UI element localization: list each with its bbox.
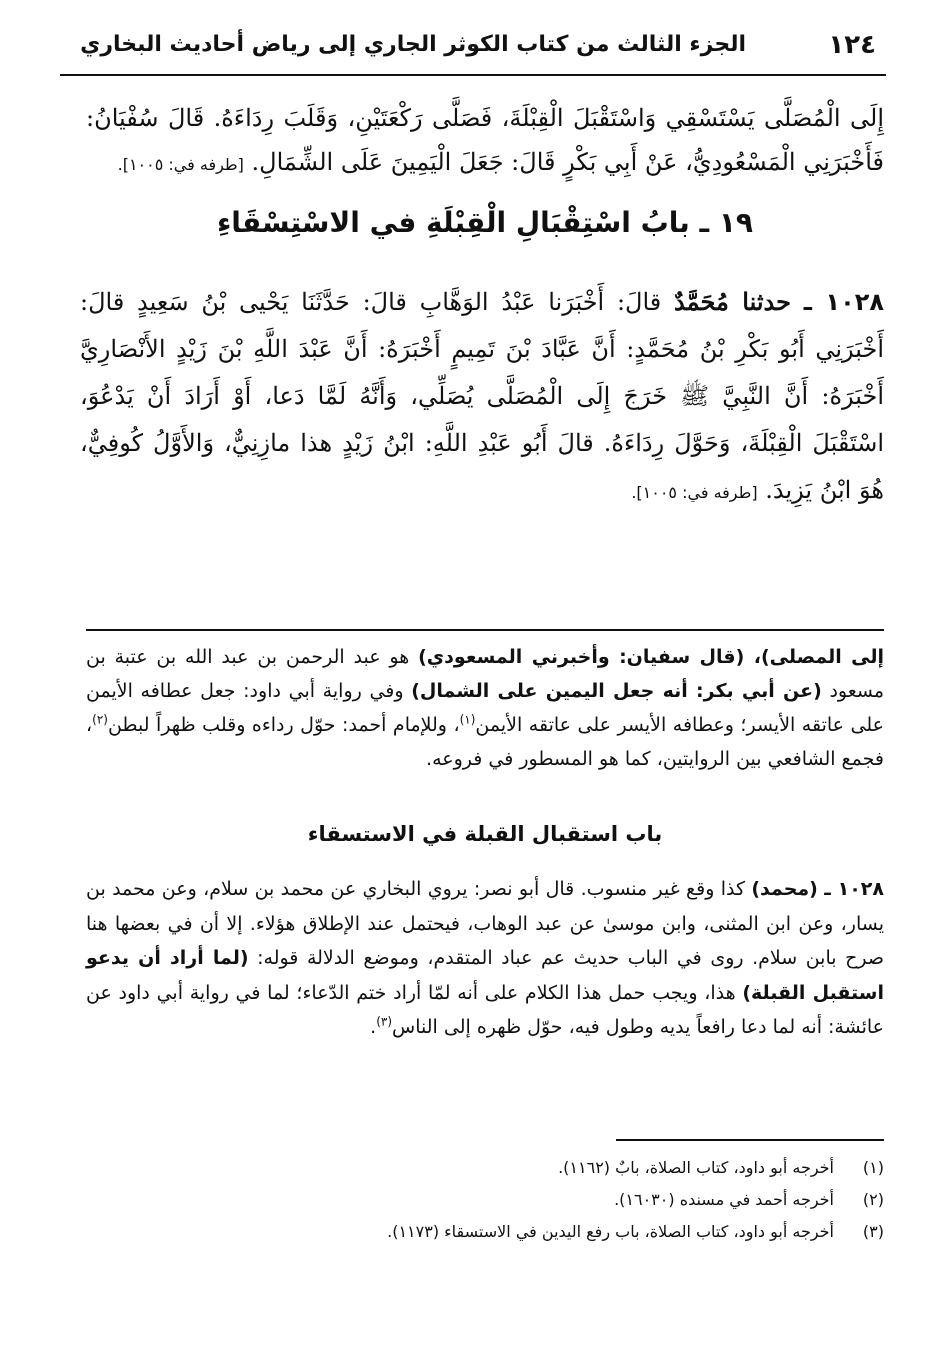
footnote-marker: (٣) [862, 1222, 884, 1241]
footnotes [124, 1152, 884, 1248]
page-number: ١٢٤ [828, 30, 876, 60]
cross-reference: [طرفه في: ١٠٠٥]. [631, 483, 758, 502]
commentary-paragraph-2 [86, 872, 884, 1045]
running-header-title: الجزء الثالث من كتاب الكوثر الجاري إلى رياض أحاديث البخاري [80, 32, 746, 57]
footnote-ref[interactable]: (٢) [92, 712, 108, 727]
cross-reference: [طرفه في: ١٠٠٥]. [117, 155, 244, 174]
footnote-ref[interactable]: (٣) [376, 1014, 393, 1029]
footnote-marker: (١) [862, 1158, 884, 1177]
commentary-text: وفي رواية أبي داود: جعل عطافه الأيمن على عاتقه الأيسر؛ وعطافه الأيسر على عاتقه الأيمن [86, 680, 884, 736]
footnote-item [124, 1152, 884, 1184]
hadith-body: قالَ: أَخْبَرَنا عَبْدُ الوَهَّابِ قالَ: حَدَّثَنَا يَحْيى بْنُ سَعِيدٍ قالَ: أَخْبَرَنِي أَبُو بَكْرِ بْنُ مُحَمَّدٍ: أَنَّ عَبَّادَ بْنَ تَمِيمٍ أَخْبَرَهُ: أَنَّ عَبْدَ اللَّهِ بْنَ زَيْدٍ الأَنْصَارِيَّ أَخْبَرَهُ: أَنَّ النَّبِيَّ ﷺ خَرَجَ إِلَى الْمُصَلَّى يُصَلِّي، وَأَنَّهُ لَمَّا دَعا، أَوْ أَرَادَ أَنْ يَدْعُوَ، اسْتَقْبَلَ الْقِبْلَةَ، وَحَوَّلَ رِدَاءَهُ. قالَ أَبُو عَبْدِ اللَّهِ: ابْنُ زَيْدٍ هذا مازِنِيٌّ، وَالأَوَّلُ كُوفِيٌّ، هُوَ ابْنُ يَزِيدَ. [80, 288, 885, 504]
footnote-item [124, 1184, 884, 1216]
footnote-item [124, 1216, 884, 1248]
running-header [60, 30, 886, 76]
commentary-text: . [370, 1016, 377, 1038]
commentary-text: هو عبد الرحمن بن عبد الله بن عتبة بن مسعود [86, 646, 885, 702]
hadith-lead: حدثنا مُحَمَّدٌ [674, 287, 791, 316]
footnote-text: أخرجه أحمد في مسنده (١٦٠٣٠). [614, 1190, 834, 1209]
footnote-text: أخرجه أبو داود، كتاب الصلاة، باب رفع اليدين في الاستسقاء (١١٧٣). [387, 1222, 834, 1241]
footnote-text: أخرجه أبو داود، كتاب الصلاة، بابٌ (١١٦٢). [558, 1158, 834, 1177]
commentary-bold-phrase: (عن أبي بكر: أنه جعل اليمين على الشمال) [411, 680, 822, 702]
commentary-text: هذا، ويجب حمل هذا الكلام على أنه لمّا أراد ختم الدّعاء؛ لما في رواية أبي داود عن عائشة: أنه لما دعا رافعاً يديه وطول فيه، حوّل ظهره إلى الناس [86, 981, 884, 1038]
commentary-bold-phrase: إلى المصلى)، (قال سفيان: وأخبرني المسعودي) [418, 646, 885, 668]
commentary-text: ، وللإمام أحمد: حوّل رداءه وقلب ظهراً لبطن [107, 714, 460, 736]
commentary-bold-phrase: (محمد) [751, 878, 818, 900]
hadith-1028 [80, 278, 884, 516]
commentary-chapter-heading: باب استقبال القبلة في الاستسقاء [307, 822, 663, 846]
continued-hadith-body: إِلَى الْمُصَلَّى يَسْتَسْقِي وَاسْتَقْبَلَ الْقِبْلَةَ، فَصَلَّى رَكْعَتَيْنِ، وَقَلَبَ رِدَاءَهُ. قَالَ سُفْيَانُ: فَأَخْبَرَنِي الْمَسْعُودِيُّ، عَنْ أَبِي بَكْرٍ قَالَ: جَعَلَ الْيَمِينَ عَلَى الشِّمَالِ. [86, 104, 884, 176]
commentary-number: ١٠٢٨ ـ [824, 878, 884, 900]
chapter-title: ١٩ ـ بابُ اسْتِقْبَالِ الْقِبْلَةِ في الاسْتِسْقَاءِ [216, 206, 753, 239]
footnote-ref[interactable]: (١) [459, 712, 476, 727]
hadith-number: ١٠٢٨ ـ [803, 288, 885, 316]
commentary-paragraph-1 [86, 640, 884, 776]
commentary-divider [86, 629, 884, 631]
header-rule [60, 74, 886, 76]
footnote-marker: (٢) [862, 1190, 884, 1209]
continued-hadith-text [86, 96, 884, 187]
commentary-bold-phrase: (لما أراد أن يدعو استقبل القبلة) [86, 947, 884, 1004]
commentary-text: كذا وقع غير منسوب. قال أبو نصر: يروي البخاري عن محمد بن سلام، وعن محمد بن يسار، وعن ابن المثنى، وابن موسىٰ عن عبد الوهاب، فيحتمل عند الإطلاق هؤلاء. إلا أن في بعضها هنا صرح بابن سلام. روى في الباب حديث عم عباد المتقدم، وموضع الدلالة قوله: [86, 878, 884, 969]
footnote-divider [616, 1139, 884, 1141]
commentary-text: ، فجمع الشافعي بين الروايتين، كما هو المسطور في فروعه. [86, 714, 884, 770]
